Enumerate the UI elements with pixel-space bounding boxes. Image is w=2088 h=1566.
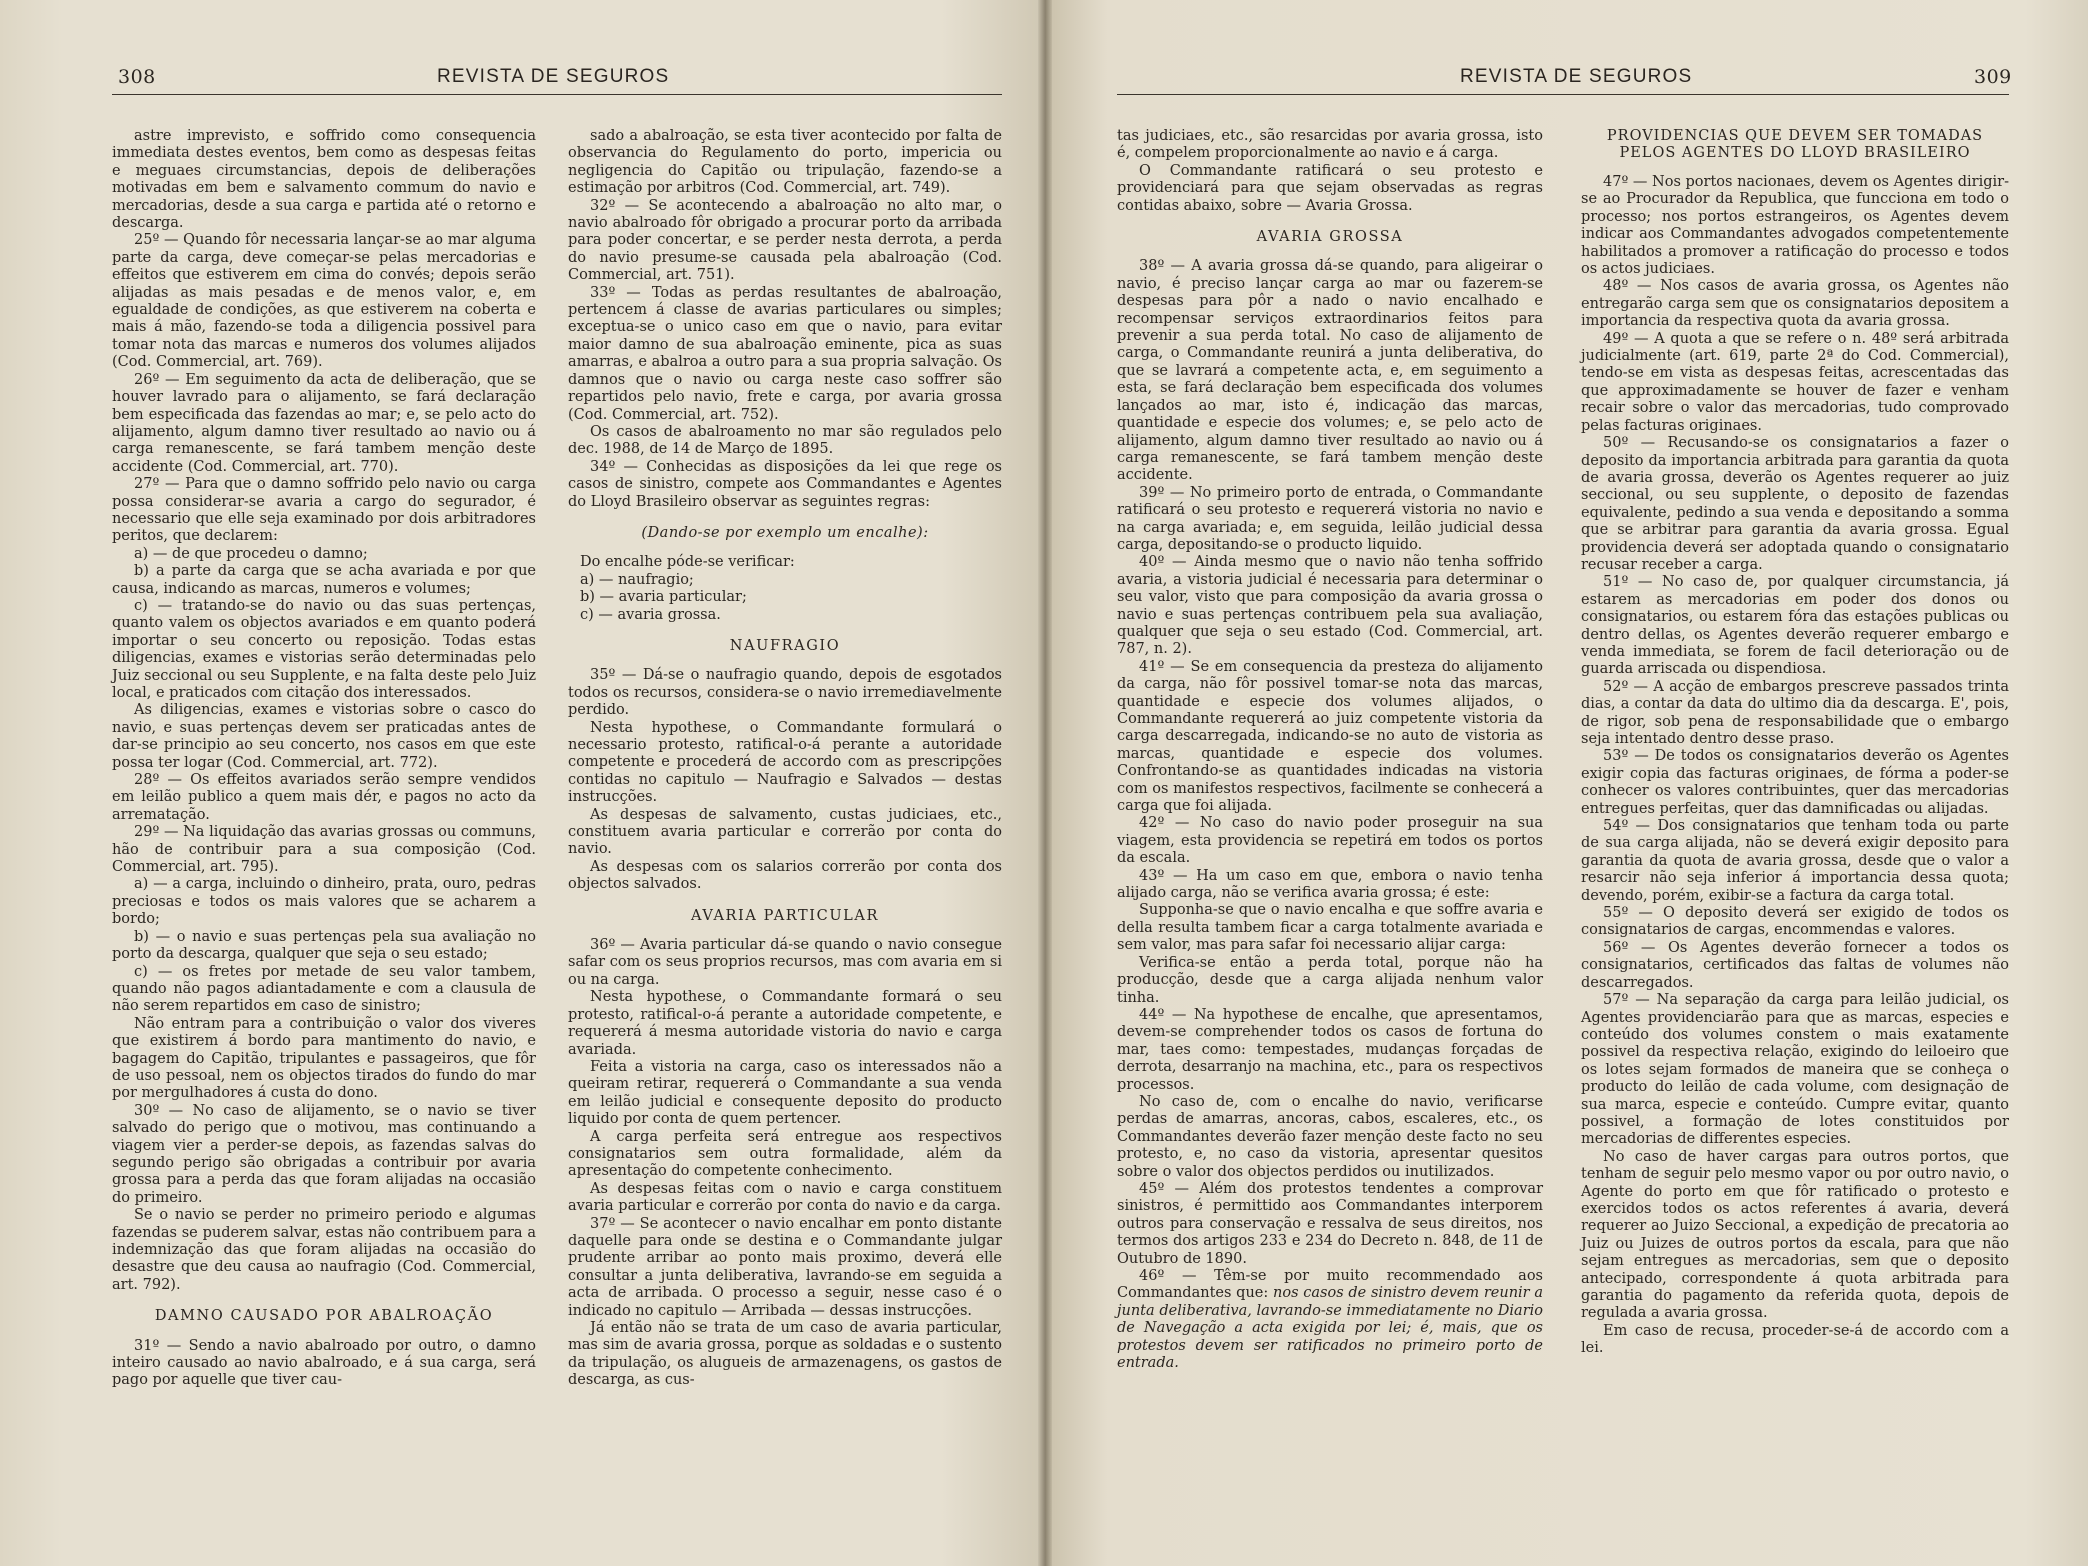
paragraph: Nesta hypothese, o Commandante formará o seu protesto, ratifical-o-á perante a autoridade competente, e requererá á mesma autoridade vistoria do navio e carga avariada. — [568, 989, 1002, 1058]
paragraph: As despesas de salvamento, custas judiciaes, etc., constituem avaria particular e correrão por conta do navio. — [568, 806, 1002, 858]
text-column-4 — [1581, 128, 2009, 1358]
paragraph: 44º — Na hypothese de encalhe, que apresentamos, devem-se comprehender todos os casos de fortuna do mar, taes como: tempestades, mudanças forçadas de derrota, desarranjo na machina, etc., para os respectivos processos. — [1117, 1006, 1543, 1093]
section-heading-avaria-particular: AVARIA PARTICULAR — [691, 907, 879, 924]
paragraph: c) — os fretes por metade de seu valor tambem, quando não pagos adiantadamente e com a clausula de não serem repartidos em caso de sinistro; — [112, 963, 536, 1015]
paragraph: b) a parte da carga que se acha avariada e por que causa, indicando as marcas, numeros e volumes; — [112, 563, 536, 597]
paragraph-46-lead: 46º — Têm-se por muito recommendado aos Commandantes que: — [1117, 1268, 1543, 1302]
paragraph: As despesas com os salarios correrão por conta dos objectos salvados. — [568, 858, 1002, 893]
paragraph: 28º — Os effeitos avariados serão sempre vendidos em leilão publico a quem mais dér, e pagos no acto da arrematação. — [112, 772, 536, 823]
right-page — [1045, 0, 2088, 1566]
paragraph: O Commandante ratificará o seu protesto e providenciará para que sejam observadas as regras contidas abaixo, sobre — Avaria Grossa. — [1117, 162, 1543, 214]
paragraph: 37º — Se acontecer o navio encalhar em ponto distante daquelle para onde se destina e o Commandante julgar prudente arribar ao ponto mais proximo, deverá elle consultar a junta deliberativa, lavrando-se em seguida a acta de arribada. O processo a seguir, nesse caso é o indicado no capitulo — Arribada — dessas instrucções. — [568, 1215, 1002, 1319]
paragraph: 25º — Quando fôr necessaria lançar-se ao mar alguma parte da carga, deve começar-se pelas mercadorias e effeitos que estiverem em cima do convés; depois serão alijadas as mais pesadas e de menos valor, e, em egualdade de condições, as que estiverem na coberta e mais á mão, fazendo-se toda a diligencia possivel para tomar nota das marcas e numeros dos volumes alijados (Cod. Commercial, art. 769). — [112, 232, 536, 371]
text-column-1 — [112, 128, 536, 1390]
paragraph-46-italic: nos casos de sinistro devem reunir a junta deliberativa, lavrando-se immediatamente no Diario de Navegação a acta exigida por lei; é, mais, que os protestos devem ser ratificados no primeiro porto de entrada. — [1117, 1285, 1543, 1372]
paragraph: 34º — Conhecidas as disposições da lei que rege os casos de sinistro, compete aos Commandantes e Agentes do Lloyd Brasileiro observar as seguintes regras: — [568, 458, 1002, 510]
paragraph: A carga perfeita será entregue aos respectivos consignatarios sem outra formalidade, além da apresentação do competente conhecimento. — [568, 1128, 1002, 1180]
paragraph: Não entram para a contribuição o valor dos viveres que existirem á bordo para mantimento do navio, e bagagem do Capitão, tripulantes e passageiros, que fôr de uso pessoal, nem os objectos tirados do fundo do mar por mergulhadores á custa do dono. — [112, 1015, 536, 1102]
list-intro: Do encalhe póde-se verificar: — [580, 554, 795, 571]
list-item: b) — avaria particular; — [580, 589, 747, 606]
paragraph: 55º — O deposito deverá ser exigido de todos os consignatarios de cargas, encommendas e valores. — [1581, 905, 2009, 939]
paragraph: Feita a vistoria na carga, caso os interessados não a queiram retirar, requererá o Commandante a sua venda em leilão judicial e consequente deposito do producto liquido por conta de quem pertencer. — [568, 1058, 1002, 1128]
paragraph: 50º — Recusando-se os consignatarios a fazer o deposito da importancia arbitrada para garantia da quota de avaria grossa, deverão os Agentes requerer ao juiz seccional, ou seu supplente, o deposito de fazendas equivalente, pedindo a sua venda e depositando a somma que se arbitrar para garantia da avaria grossa. Egual providencia deverá ser adoptada quando o consignatario recusar receber a carga. — [1581, 435, 2009, 573]
text-column-2 — [568, 128, 1002, 1390]
paragraph: 30º — No caso de alijamento, se o navio se tiver salvado do perigo que o motivou, mas continuando a viagem vier a perder-se depois, as fazendas salvas do segundo perigo são obrigadas a contribuir por avaria grossa para a perda das que foram alijadas na occasião do primeiro. — [112, 1102, 536, 1206]
paragraph: Nesta hypothese, o Commandante formulará o necessario protesto, ratifical-o-á perante a autoridade competente e procederá de accordo com as prescripções contidas no capitulo — Naufragio e Salvados — destas instrucções. — [568, 719, 1002, 806]
paragraph: Supponha-se que o navio encalha e que soffre avaria e della resulta tambem ficar a carga totalmente avariada e sem valor, mas para safar foi necessario alijar carga: — [1117, 902, 1543, 954]
right-page-header — [1045, 66, 2088, 96]
paragraph: 26º — Em seguimento da acta de deliberação, que se houver lavrado para o alijamento, se fará declaração bem especificada das fazendas ao mar; e, se pelo acto do alijamento, algum damno tiver resultado ao navio ou á carga remanescente, se fará tambem menção deste accidente (Cod. Commercial, art. 770). — [112, 371, 536, 475]
paragraph: a) — de que procedeu o damno; — [134, 545, 368, 562]
paragraph: No caso de haver cargas para outros portos, que tenham de seguir pelo mesmo vapor ou por outro navio, o Agente do porto em que fôr ratificado o protesto e exercidos todos os actos referentes á avaria, deverá requerer ao Juizo Seccional, a expedição de precatoria ao Juiz ou Juizes de outros portos da escala, para que não sejam entregues as mercadorias, sem que o deposito antecipado, correspondente á quota arbitrada para garantia do pagamento da referida quota, depois de regulada a avaria grossa. — [1581, 1148, 2009, 1322]
paragraph: 29º — Na liquidação das avarias grossas ou communs, hão de contribuir para a sua composição (Cod. Commercial, art. 795). — [112, 824, 536, 876]
paragraph: 38º — A avaria grossa dá-se quando, para aligeirar o navio, é preciso lançar carga ao mar ou fazerem-se despesas para pôr a nado o navio encalhado e recompensar serviços extraordinarios feitos para prevenir a sua perda total. No caso de alijamento de carga, o Commandante reunirá a junta deliberativa, do que se lavrará a competente acta, e, em seguimento a esta, se fará declaração bem especificada dos volumes lançados ao mar, isto é, indicação das marcas, quantidade e especie dos volumes; e, se pelo acto de alijamento, algum damno tiver resultado ao navio ou á carga remanescente, se fará tambem menção deste accidente. — [1117, 258, 1543, 484]
paragraph: 53º — De todos os consignatarios deverão os Agentes exigir copia das facturas originaes, de fórma a poder-se conhecer os valores contribuintes, quer das mercadorias entregues perfeitas, quer das damnificadas ou alijadas. — [1581, 748, 2009, 817]
paragraph: 41º — Se em consequencia da presteza do alijamento da carga, não fôr possivel tomar-se nota das marcas, quantidade e especie dos volumes alijados, o Commandante requererá ao juiz competente vistoria da carga descarregada, indicando-se no auto de vistoria as marcas, quantidade e especie dos volumes. Confrontando-se as quantidades indicadas na vistoria com os manifestos respectivos, facilmente se conhecerá a carga que foi alijada. — [1117, 658, 1543, 815]
paragraph: 40º — Ainda mesmo que o navio não tenha soffrido avaria, a vistoria judicial é necessaria para determinar o seu valor, visto que para composição da avaria grossa o navio e suas pertenças contribuem pela sua avaliação, qualquer que seja o seu estado (Cod. Commercial, art. 787, n. 2). — [1117, 554, 1543, 658]
section-heading-abalroacao: DAMNO CAUSADO POR ABALROAÇÃO — [154, 1308, 494, 1325]
paragraph: c) — tratando-se do navio ou das suas pertenças, quanto valem os objectos avariados e em quanto poderá importar o seu concerto ou reposição. Todas estas diligencias, exames e vistorias serão determinadas pelo Juiz seccional ou seu Supplente, e na falta deste pelo Juiz local, e praticados com citação dos interessados. — [112, 597, 536, 701]
left-page-header — [0, 66, 1045, 96]
paragraph: a) — a carga, incluindo o dinheiro, prata, ouro, pedras preciosas e todos os mais valores que se acharem a bordo; — [112, 876, 536, 928]
paragraph: 36º — Avaria particular dá-se quando o navio consegue safar com os seus proprios recursos, mas com avaria em si ou na carga. — [568, 937, 1002, 988]
text-column-3 — [1117, 128, 1543, 1372]
paragraph: 35º — Dá-se o naufragio quando, depois de esgotados todos os recursos, considera-se o navio irremediavelmente perdido. — [568, 667, 1002, 719]
paragraph: No caso de, com o encalhe do navio, verificarse perdas de amarras, ancoras, cabos, escaleres, etc., os Commandantes deverão fazer menção deste facto no seu protesto, e, no caso da vistoria, apresentar quesitos sobre o valor dos objectos perdidos ou inutilizados. — [1117, 1093, 1543, 1180]
paragraph: 45º — Além dos protestos tendentes a comprovar sinistros, é permittido aos Commandantes interporem outros para conservação e ressalva de seus direitos, nos termos dos artigos 233 e 234 do Decreto n. 848, de 11 de Outubro de 1890. — [1117, 1180, 1543, 1267]
running-title: REVISTA DE SEGUROS — [437, 66, 670, 87]
list-item: c) — avaria grossa. — [580, 606, 721, 623]
paragraph: 42º — No caso do navio poder proseguir na sua viagem, esta providencia se repetirá em todos os portos da escala. — [1117, 815, 1543, 867]
paragraph: 47º — Nos portos nacionaes, devem os Agentes dirigir-se ao Procurador da Republica, que funcciona em todo o processo; nos portos estrangeiros, os Agentes devem indicar aos Commandantes advogados competentemente habilitados a promover a ratificação do processo e todos os actos judiciaes. — [1581, 174, 2009, 278]
page-number: 309 — [1974, 66, 2012, 88]
paragraph: astre imprevisto, e soffrido como consequencia immediata destes eventos, bem como as despesas feitas e meguaes circumstancias, depois de deliberações motivadas em bem e salvamento commum do navio e mercadorias, desde a sua carga e partida até o retorno e descarga. — [112, 128, 536, 232]
paragraph: 43º — Ha um caso em que, embora o navio tenha alijado carga, não se verifica avaria grossa; é este: — [1117, 867, 1543, 902]
list-item: a) — naufragio; — [580, 571, 694, 588]
paragraph: 56º — Os Agentes deverão fornecer a todos os consignatarios, certificados das faltas de volumes não descarregados. — [1581, 939, 2009, 991]
paragraph: As diligencias, exames e vistorias sobre o casco do navio, e suas pertenças devem ser praticadas antes de dar-se principio ao seu concerto, nos casos em que este possa ter logar (Cod. Commercial, art. 772). — [112, 702, 536, 771]
paragraph: 27º — Para que o damno soffrido pelo navio ou carga possa considerar-se avaria a cargo do segurador, é necessario que elle seja examinado por dois arbitradores peritos, que declarem: — [112, 476, 536, 545]
paragraph: 31º — Sendo a navio abalroado por outro, o damno inteiro causado ao navio abalroado, e á sua carga, será pago por aquelle que tiver cau- — [112, 1337, 536, 1389]
book-gutter — [1038, 0, 1052, 1566]
paragraph: 33º — Todas as perdas resultantes de abalroação, pertencem á classe de avarias particulares ou simples; exceptua-se o unico caso em que o navio, para evitar maior damno de sua abalroação eminente, pica as suas amarras, e abalroa a outro para a sua propria salvação. Os damnos que o navio ou carga neste caso soffrer são repartidos pelo navio, frete e carga, por avaria grossa (Cod. Commercial, art. 752). — [568, 284, 1002, 423]
paragraph: 32º — Se acontecendo a abalroação no alto mar, o navio abalroado fôr obrigado a procurar porto da arribada para poder concertar, e se perder nesta derrota, a perda do navio presume-se causada pela abalroação (Cod. Commercial, art. 751). — [568, 197, 1002, 284]
paragraph: Já então não se trata de um caso de avaria particular, mas sim de avaria grossa, porque as soldadas e o sustento da tripulação, os alugueis de armazenagens, os gastos de descarga, as cus- — [568, 1320, 1002, 1389]
paragraph: Em caso de recusa, proceder-se-á de accordo com a lei. — [1581, 1322, 2009, 1357]
section-heading-naufragio: NAUFRAGIO — [729, 637, 841, 654]
paragraph: 48º — Nos casos de avaria grossa, os Agentes não entregarão carga sem que os consignatarios depositem a importancia da respectiva quota da avaria grossa. — [1581, 278, 2009, 330]
running-title: REVISTA DE SEGUROS — [1460, 66, 1693, 87]
paragraph: 51º — No caso de, por qualquer circumstancia, já estarem as mercadorias em poder dos donos ou consignatarios, ou estarem fóra das estações publicas ou dentro dellas, os Agentes deverão requerer embargo e venda immediata, se forem de facil deterioração ou de guarda arriscada ou dispendiosa. — [1581, 574, 2009, 678]
section-heading-avaria-grossa: AVARIA GROSSA — [1256, 229, 1404, 246]
header-rule — [112, 94, 1002, 95]
section-heading-providencias: PROVIDENCIAS QUE DEVEM SER TOMADAS PELOS AGENTES DO LLOYD BRASILEIRO — [1606, 128, 1984, 161]
paragraph: 49º — A quota a que se refere o n. 48º será arbitrada judicialmente (art. 619, parte 2ª do Cod. Commercial), tendo-se em vista as despesas feitas, acrescentadas das que approximadamente se houver de fazer e venham recair sobre o valor das mercadorias, tudo comprovado pelas facturas originaes. — [1581, 330, 2009, 434]
paragraph: 57º — Na separação da carga para leilão judicial, os Agentes providenciarão para que as marcas, especies e conteúdo dos volumes constem o mais exatamente possivel da respectiva relação, exigindo do leiloeiro que os lotes sejam formados de maneira que se conheça o producto do leilão de cada volume, com designação de sua marca, especie e conteúdo. Cumpre evitar, quanto possivel, a formação de lotes constituidos por mercadorias de differentes especies. — [1581, 992, 2009, 1148]
paragraph: 54º — Dos consignatarios que tenham toda ou parte de sua carga alijada, não se deverá exigir deposito para garantia da quota de avaria grossa, desde que o valor a resarcir não seja inferior á importancia dessa quota; devendo, porém, exibir-se a factura da carga total. — [1581, 818, 2009, 904]
paragraph: b) — o navio e suas pertenças pela sua avaliação no porto da descarga, qualquer que seja o seu estado; — [112, 928, 536, 963]
paragraph: Os casos de abalroamento no mar são regulados pelo dec. 1988, de 14 de Março de 1895. — [568, 423, 1002, 458]
page-number: 308 — [118, 66, 156, 88]
paragraph: tas judiciaes, etc., são resarcidas por avaria grossa, isto é, compelem proporcionalmente ao navio e á carga. — [1117, 128, 1543, 162]
paragraph-46 — [1117, 1268, 1543, 1372]
paragraph: sado a abalroação, se esta tiver acontecido por falta de observancia do Regulamento do porto, impericia ou negligencia do Capitão ou tripulação, fazendo-se a estimação por arbitros (Cod. Commercial, art. 749). — [568, 128, 1002, 197]
paragraph: Verifica-se então a perda total, porque não ha producção, desde que a carga alijada nenhum valor tinha. — [1117, 954, 1543, 1006]
paragraph: 39º — No primeiro porto de entrada, o Commandante ratificará o seu protesto e requererá vistoria no navio e na carga avariada; e, em seguida, leilão judicial dessa carga, depositando-se o producto liquido. — [1117, 484, 1543, 553]
header-rule — [1117, 94, 2009, 95]
example-caption: (Dando-se por exemplo um encalhe): — [641, 524, 929, 541]
paragraph: 52º — A acção de embargos prescreve passados trinta dias, a contar da data do ultimo dia da descarga. E', pois, de rigor, sob pena de responsabilidade que o embargo seja intentado dentro desse praso. — [1581, 678, 2009, 747]
paragraph: Se o navio se perder no primeiro periodo e algumas fazendas se puderem salvar, estas não contribuem para a indemnização das que foram alijadas na occasião do desastre que deu causa ao naufragio (Cod. Commercial, art. 792). — [112, 1207, 536, 1293]
paragraph: As despesas feitas com o navio e carga constituem avaria particular e correrão por conta do navio e da carga. — [568, 1180, 1002, 1215]
